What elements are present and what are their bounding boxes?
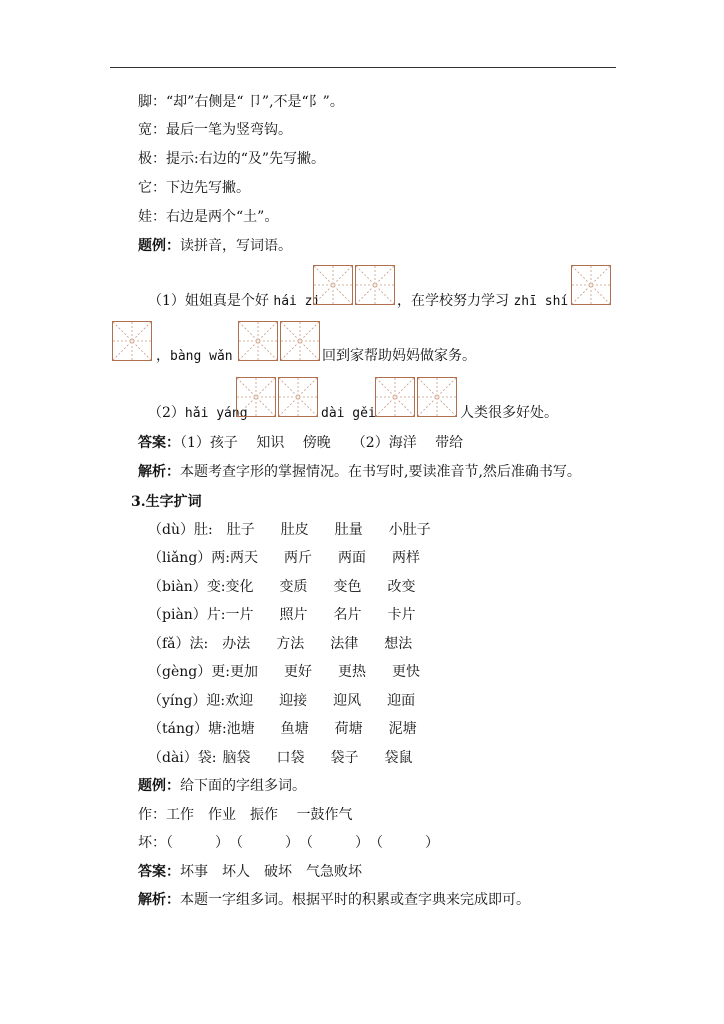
word-row: （dù）肚: 肚子 肚皮 肚量 小肚子 <box>148 522 431 538</box>
example1-line3-py2: dài gěi <box>321 406 376 421</box>
note-line: 极：提示:右边的“及”先写撇。 <box>138 151 326 167</box>
writing-grid <box>375 377 415 417</box>
header-rule <box>110 67 616 68</box>
example1-line2-a: ，bàng wǎn <box>156 348 233 364</box>
example1-line1-a: （1）姐姐真是个好 hái zi <box>148 293 321 309</box>
word-row: （fǎ）法: 办法 方法 法律 想法 <box>148 636 413 652</box>
note-line: 娃：右边是两个“土”。 <box>138 209 279 225</box>
note-line: 宽：最后一笔为竖弯钩。 <box>138 122 292 138</box>
writing-grid <box>238 321 278 361</box>
example2-huai: 坏：（ ） （ ） （ ） （ ） <box>138 835 439 851</box>
example1-line1-b: ，在学校努力学习 zhī shí <box>397 293 569 309</box>
note-line: 它：下边先写撇。 <box>138 180 250 196</box>
example1-line3-b: 人类很多好处。 <box>460 405 558 421</box>
writing-grid <box>112 321 152 361</box>
word-row: （dài）袋: 脑袋 口袋 袋子 袋鼠 <box>148 750 413 766</box>
writing-grid <box>571 265 611 305</box>
word-row: （gèng）更:更加 更好 更热 更快 <box>148 664 420 680</box>
word-row: （táng）塘:池塘 鱼塘 荷塘 泥塘 <box>148 721 417 737</box>
example2-zuo: 作：工作 作业 振作 一鼓作气 <box>138 807 353 823</box>
writing-grid <box>280 321 320 361</box>
example2-answer: 答案：坏事 坏人 破坏 气急败坏 <box>138 864 362 880</box>
word-row: （piàn）片:一片 照片 名片 卡片 <box>148 607 416 623</box>
writing-grid <box>313 265 353 305</box>
example1-heading: 题例：读拼音，写词语。 <box>138 238 292 254</box>
section3-title: 3.生字扩词 <box>131 494 202 510</box>
example2-heading: 题例：给下面的字组多词。 <box>138 778 306 794</box>
word-row: （biàn）变:变化 变质 变色 改变 <box>148 579 416 595</box>
writing-grid <box>236 377 276 417</box>
word-row: （yíng）迎:欢迎 迎接 迎风 迎面 <box>148 693 416 709</box>
example1-answer: 答案：（1）孩子 知识 傍晚 （2）海洋 带给 <box>138 435 464 451</box>
example1-line2-b: 回到家帮助妈妈做家务。 <box>322 348 476 364</box>
word-row: （liǎng）两:两天 两斤 两面 两样 <box>148 550 420 566</box>
example1-line3-a: （2）hǎi yáng <box>148 405 248 421</box>
note-line: 脚：“却”右侧是“ 卩”,不是“阝”。 <box>138 94 344 110</box>
writing-grid <box>417 377 457 417</box>
writing-grid <box>278 377 318 417</box>
example2-analysis: 解析：本题一字组多词。根据平时的积累或查字典来完成即可。 <box>138 892 530 908</box>
writing-grid <box>355 265 395 305</box>
example1-analysis: 解析：本题考查字形的掌握情况。在书写时,要读准音节,然后准确书写。 <box>138 464 581 480</box>
